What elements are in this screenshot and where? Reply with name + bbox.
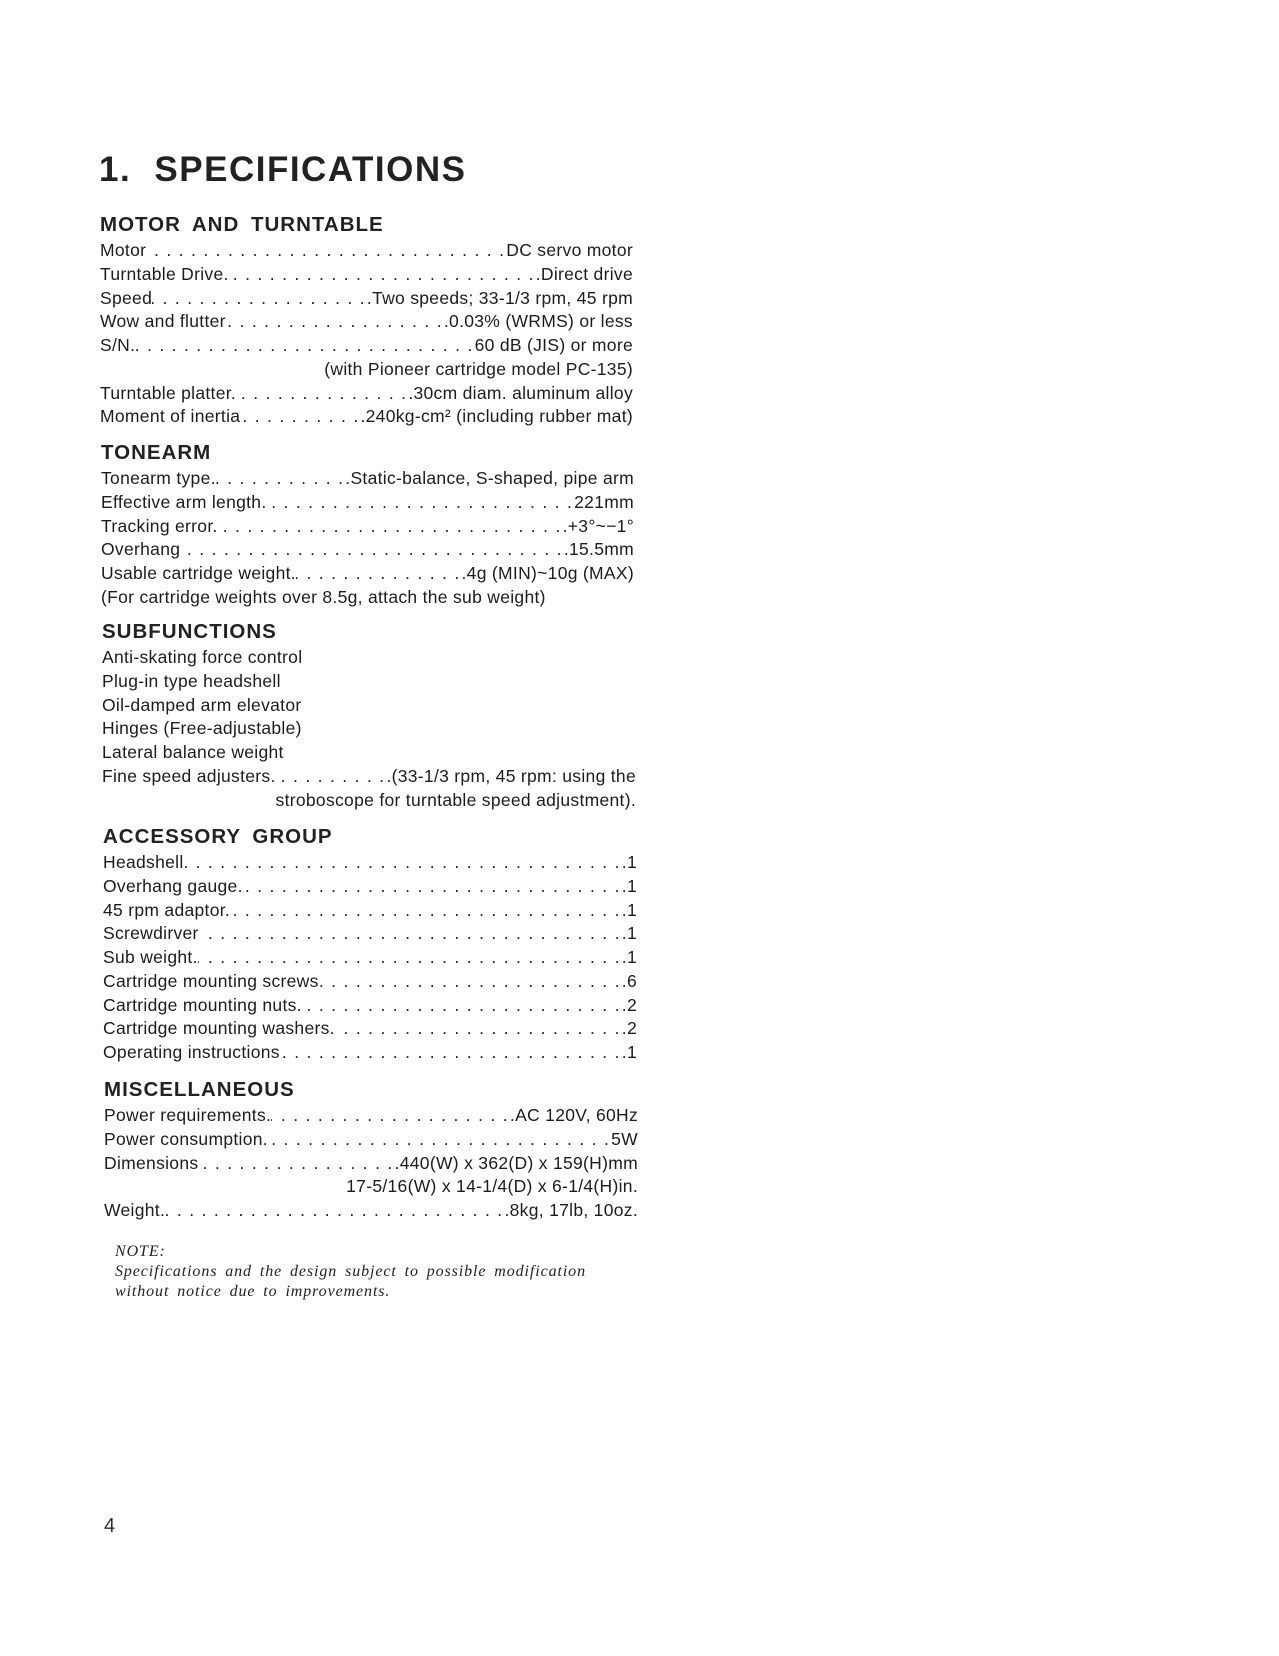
dot-leader: [240, 405, 360, 429]
dot-leader: [229, 263, 536, 287]
spec-label: Sub weight.: [103, 947, 198, 967]
spec-label: Operating instructions: [103, 1042, 280, 1062]
spec-row: [101, 538, 634, 562]
dot-leader: [319, 970, 622, 994]
spec-value: .8kg, 17lb, 10oz.: [504, 1200, 638, 1220]
spec-label: Motor: [100, 240, 147, 260]
dot-leader: [198, 946, 622, 970]
spec-label: Moment of inertia: [100, 406, 241, 427]
dot-leader: [198, 1152, 394, 1176]
dot-leader: [302, 994, 622, 1018]
spec-row: [101, 491, 634, 515]
spec-row: [100, 263, 633, 287]
spec-label: Overhang: [101, 539, 181, 560]
section-heading: SUBFUNCTIONS: [102, 620, 277, 643]
spec-label: Weight.: [104, 1200, 166, 1220]
spec-section: [102, 618, 636, 812]
spec-value: .1: [621, 923, 637, 944]
spec-row: [104, 1104, 638, 1128]
dot-leader: [280, 1041, 622, 1065]
spec-value: .15.5mm: [563, 539, 634, 560]
spec-label: Power consumption.: [104, 1128, 268, 1149]
spec-row: [100, 405, 633, 429]
spec-row: [102, 670, 636, 694]
spec-label: 45 rpm adaptor.: [103, 899, 231, 920]
spec-section: [104, 1076, 638, 1223]
dot-leader: [271, 1104, 510, 1128]
spec-label: Speed: [100, 287, 153, 308]
spec-value: .30cm diam. aluminum alloy: [408, 382, 633, 403]
spec-value: .1: [621, 899, 637, 920]
spec-value: .(33-1/3 rpm, 45 rpm: using the: [386, 765, 636, 786]
spec-section: [103, 823, 637, 1065]
spec-value: .1: [621, 875, 637, 896]
spec-value: .440(W) x 362(D) x 159(H)mm: [394, 1152, 638, 1173]
dot-leader: [236, 382, 408, 406]
dot-leader: [276, 765, 387, 789]
spec-value: .2: [621, 994, 637, 1015]
spec-value: .2: [621, 1018, 637, 1039]
spec-section: [101, 439, 634, 610]
spec-label: S/N.: [100, 335, 136, 355]
spec-value: .Static-balance, S-shaped, pipe arm: [345, 468, 634, 488]
spec-label: Dimensions: [104, 1152, 199, 1173]
spec-value: .AC 120V, 60Hz: [509, 1105, 638, 1125]
dot-leader: [199, 922, 622, 946]
dot-leader: [189, 851, 622, 875]
spec-row: [104, 1199, 638, 1223]
spec-row: [103, 922, 637, 946]
spec-row: [103, 970, 637, 994]
spec-label: Usable cartridge weight.: [101, 563, 296, 583]
dot-leader: [243, 875, 622, 899]
spec-value: .4g (MIN)~10g (MAX): [461, 563, 634, 583]
page-title: 1. SPECIFICATIONS: [99, 150, 467, 189]
spec-value: .Two speeds; 33-1/3 rpm, 45 rpm: [366, 287, 633, 308]
spec-label: Screwdirver: [103, 923, 199, 944]
spec-label: Cartridge mounting nuts.: [103, 994, 302, 1015]
spec-label: Headshell.: [103, 852, 189, 872]
spec-text: Plug-in type headshell: [102, 670, 281, 691]
spec-value: .1: [621, 852, 637, 872]
section-heading: ACCESSORY GROUP: [103, 825, 333, 848]
spec-text: stroboscope for turntable speed adjustment).: [275, 789, 636, 810]
section-heading: MISCELLANEOUS: [104, 1078, 295, 1101]
dot-leader: [135, 334, 474, 358]
spec-row: [103, 1017, 637, 1041]
spec-text: Oil-damped arm elevator: [102, 694, 302, 715]
dot-leader: [152, 287, 367, 311]
spec-value: .1: [621, 1042, 637, 1062]
note-text: Specifications and the design subject to possible modification without notice due to improvements.: [115, 1263, 586, 1300]
spec-row: [103, 946, 637, 970]
spec-value: .Direct drive: [535, 263, 633, 284]
spec-label: Turntable Drive.: [100, 263, 229, 284]
spec-text: (with Pioneer cartridge model PC-135): [324, 358, 633, 379]
spec-row: [100, 358, 633, 382]
spec-label: Overhang gauge.: [103, 875, 243, 896]
spec-row: [104, 1128, 638, 1152]
spec-text: (For cartridge weights over 8.5g, attach the sub weight): [101, 586, 546, 607]
spec-value: DC servo motor: [506, 240, 633, 260]
spec-label: Tonearm type.: [101, 468, 216, 488]
spec-label: Fine speed adjusters.: [102, 765, 276, 786]
spec-row: [103, 899, 637, 923]
dot-leader: [165, 1199, 504, 1223]
spec-row: [103, 875, 637, 899]
spec-label: Cartridge mounting washers.: [103, 1018, 335, 1039]
spec-row: [103, 994, 637, 1018]
dot-leader: [230, 899, 622, 923]
dot-leader: [267, 491, 575, 515]
spec-value: .1: [621, 947, 637, 967]
spec-label: Tracking error.: [101, 515, 218, 536]
spec-row: [102, 646, 636, 670]
spec-row: [103, 851, 637, 875]
spec-value: .0.03% (WRMS) or less: [443, 311, 633, 332]
spec-label: Wow and flutter: [100, 311, 226, 332]
spec-value: 60 dB (JIS) or more: [474, 335, 633, 355]
spec-row: [103, 1041, 637, 1065]
spec-text: Anti-skating force control: [102, 647, 303, 667]
spec-row: [102, 741, 636, 765]
spec-label: Power requirements.: [104, 1105, 272, 1125]
note: [115, 1242, 640, 1302]
spec-row: [102, 789, 636, 813]
spec-row: [101, 586, 634, 610]
spec-row: [100, 239, 633, 263]
spec-row: [104, 1175, 638, 1199]
dot-leader: [180, 538, 564, 562]
spec-row: [101, 467, 634, 491]
spec-row: [102, 694, 636, 718]
section-heading: MOTOR AND TURNTABLE: [100, 213, 384, 236]
spec-row: [100, 287, 633, 311]
dot-leader: [296, 562, 462, 586]
dot-leader: [218, 515, 563, 539]
note-heading: NOTE:: [115, 1243, 166, 1260]
dot-leader: [216, 467, 345, 491]
spec-value: 5W: [611, 1128, 638, 1149]
spec-row: [100, 334, 633, 358]
spec-row: [100, 310, 633, 334]
dot-leader: [146, 239, 506, 263]
spec-value: .240kg-cm² (including rubber mat): [360, 406, 633, 427]
spec-row: [101, 515, 634, 539]
spec-text: Hinges (Free-adjustable): [102, 718, 302, 739]
spec-label: Cartridge mounting screws: [103, 970, 319, 991]
spec-label: Effective arm length.: [101, 491, 267, 512]
dot-leader: [226, 310, 444, 334]
spec-row: [100, 382, 633, 406]
spec-value: .+3°~−1°: [562, 515, 634, 536]
page-number: 4: [104, 1515, 116, 1537]
spec-value: 221mm: [574, 491, 634, 512]
spec-row: [102, 717, 636, 741]
spec-label: Turntable platter.: [100, 382, 237, 403]
spec-row: [102, 765, 636, 789]
dot-leader: [268, 1128, 611, 1152]
dot-leader: [335, 1017, 622, 1041]
spec-text: 17-5/16(W) x 14-1/4(D) x 6-1/4(H)in.: [346, 1176, 638, 1197]
spec-row: [104, 1152, 638, 1176]
spec-section: [100, 211, 633, 429]
spec-value: .6: [621, 970, 637, 991]
spec-text: Lateral balance weight: [102, 742, 284, 762]
spec-row: [101, 562, 634, 586]
section-heading: TONEARM: [101, 441, 212, 464]
